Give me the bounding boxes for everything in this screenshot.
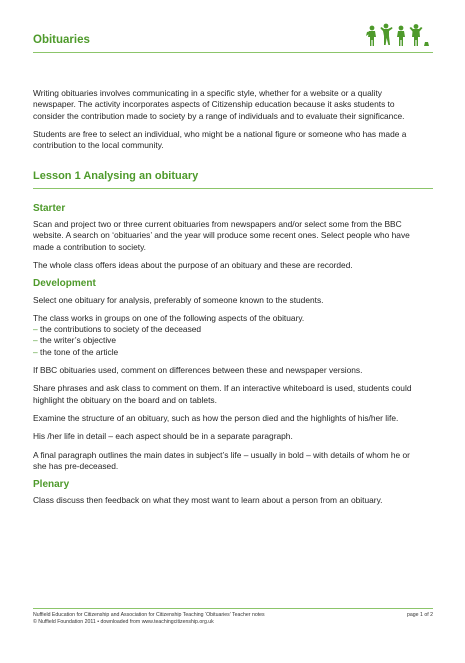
lesson-divider	[33, 188, 433, 189]
list-item-text: the contributions to society of the deceased	[40, 324, 202, 335]
page-footer	[33, 612, 433, 626]
development-paragraph: His /her life in detail – each aspect should be in a separate paragraph.	[33, 431, 293, 442]
development-paragraph: If BBC obituaries used, comment on differences between these and newspaper versions.	[33, 365, 363, 376]
footer-copyright: © Nuffield Foundation 2011 • downloaded from www.teachingcitizenship.org.uk	[33, 619, 214, 625]
page-header	[33, 30, 433, 52]
aspects-list	[33, 324, 425, 358]
development-paragraph: A final paragraph outlines the main dates in subject’s life – usually in bold – with details of whom he or she has pre-deceased.	[33, 449, 410, 471]
dash-bullet: –	[33, 346, 38, 357]
header-divider	[33, 52, 433, 53]
footer-divider	[33, 608, 433, 609]
list-item-text: the tone of the article	[40, 346, 119, 357]
development-heading: Development	[33, 278, 96, 290]
intro-paragraph: Writing obituaries involves communicating in a specific style, whether for a website or a quality newspaper. The activity incorporates aspects of Citizenship education because it asks students to consider the contribution made to society by a range of individuals and to evaluate their significance.	[33, 88, 405, 121]
plenary-paragraph: Class discuss then feedback on what they most want to learn about a person from an obituary.	[33, 495, 383, 506]
page-number: page 1 of 2	[407, 612, 433, 618]
development-paragraph: Share phrases and ask class to comment on them. If an interactive whiteboard is used, students could highlight the obituary on the board and on tablets.	[33, 383, 412, 405]
intro-paragraph: Students are free to select an individual, who might be a national figure or someone who has made a contribution to the local community.	[33, 128, 407, 151]
plenary-heading: Plenary	[33, 479, 70, 491]
dash-bullet: –	[33, 335, 38, 346]
starter-paragraph: The whole class offers ideas about the purpose of an obituary and these are recorded.	[33, 259, 353, 270]
starter-paragraph: Scan and project two or three current obituaries from newspapers and/or select some from the BBC website. A search on ‘obituaries’ and the year will produce some recent ones. Select people who have made a contribution to society.	[33, 219, 410, 252]
footer-credit: Nuffield Education for Citizenship and Association for Citizenship Teaching ‘Obituaries’ Teacher notes	[33, 612, 265, 618]
development-paragraph: Select one obituary for analysis, preferably of someone known to the students.	[33, 294, 324, 305]
document-body	[33, 88, 425, 514]
list-item-text: the writer’s objective	[40, 335, 117, 346]
development-paragraph: The class works in groups on one of the following aspects of the obituary.	[33, 312, 305, 323]
page-title: Obituaries	[33, 34, 90, 46]
lesson-title: Lesson 1 Analysing an obituary	[33, 170, 199, 183]
citizenship-figures-logo-icon	[365, 22, 431, 48]
list-item	[33, 335, 425, 346]
starter-heading: Starter	[33, 202, 66, 214]
development-paragraph: Examine the structure of an obituary, such as how the person died and the highlights of his/her life.	[33, 412, 399, 423]
dash-bullet: –	[33, 324, 38, 335]
list-item	[33, 324, 425, 335]
list-item	[33, 347, 425, 358]
